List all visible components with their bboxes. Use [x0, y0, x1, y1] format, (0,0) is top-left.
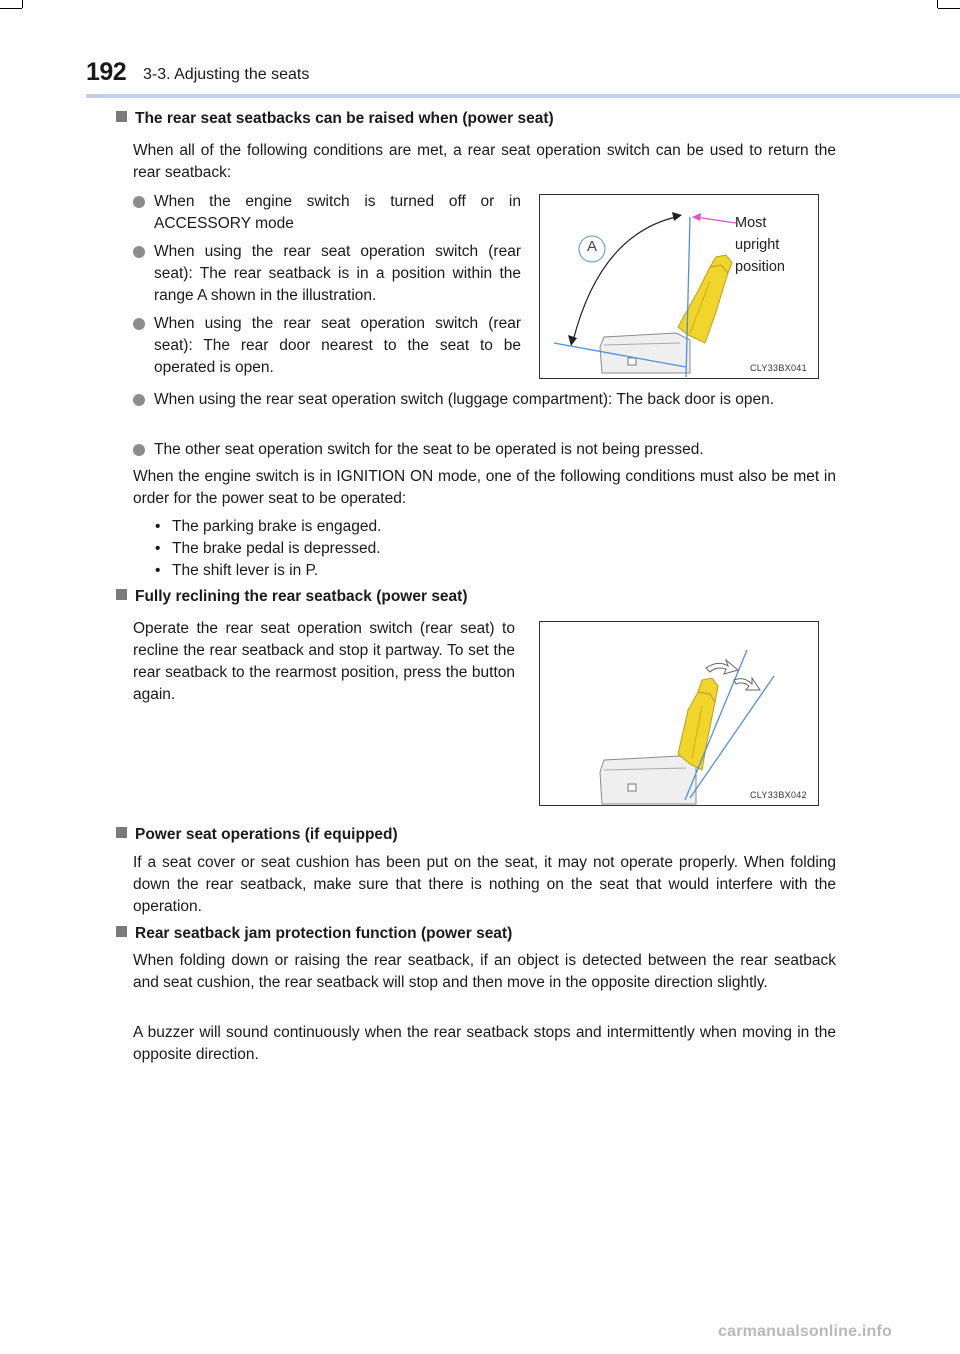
round-bullet-icon — [133, 246, 145, 258]
heading-fully-reclining — [116, 588, 468, 606]
crop-mark-right-horizontal — [938, 8, 960, 9]
condition-item — [155, 538, 381, 560]
figure-code: CLY33BX041 — [750, 363, 807, 373]
dot-mark: • — [155, 518, 161, 535]
figure-recline — [539, 621, 819, 806]
list-item — [133, 389, 842, 411]
round-bullet-icon — [133, 318, 145, 330]
note-line: upright — [735, 237, 780, 253]
square-bullet-icon — [116, 589, 127, 600]
list-item — [133, 241, 521, 307]
condition-item — [155, 560, 318, 582]
list-item — [133, 313, 521, 379]
page-number: 192 — [86, 58, 127, 86]
list-item-text: When using the rear seat operation switch (luggage compartment): The back door is open. — [154, 391, 775, 408]
round-bullet-icon — [133, 394, 145, 406]
s1-intro: When all of the following conditions are met, a rear seat operation switch can be used to return the rear seatback: — [133, 142, 836, 181]
list-item — [133, 439, 842, 461]
dot-mark: • — [155, 540, 161, 557]
s4-text-1: When folding down or raising the rear seatback, if an object is detected between the rear seatback and seat cushion, the rear seatback will stop and then move in the opposite direction slightly. — [133, 952, 836, 991]
s2-text: Operate the rear seat operation switch (rear seat) to recline the rear seatback and stop it partway. To set the rear seatback to the rearmost position, press the button again. — [133, 620, 515, 703]
heading-power-seat-operations — [116, 826, 398, 844]
crop-mark-left-vertical — [22, 0, 23, 8]
square-bullet-icon — [116, 827, 127, 838]
most-upright-label — [735, 212, 785, 278]
dot-mark: • — [155, 562, 161, 579]
section-title: 3-3. Adjusting the seats — [143, 66, 310, 83]
list-item — [133, 191, 521, 235]
condition-text: The shift lever is in P. — [172, 562, 319, 579]
list-item-text: When using the rear seat operation switch (rear seat): The rear door nearest to the seat to be operated is open. — [154, 315, 521, 376]
ignition-text: When the engine switch is in IGNITION ON mode, one of the following conditions must also be met in order for the power seat to be operated: — [133, 468, 836, 507]
heading-text: Power seat operations (if equipped) — [135, 826, 398, 843]
crop-mark-right-vertical — [937, 0, 938, 8]
condition-item — [155, 516, 381, 538]
note-line: Most — [735, 215, 767, 231]
figure-seatback-range — [539, 194, 819, 379]
heading-jam-protection — [116, 925, 512, 943]
list-item-text: When the engine switch is turned off or in ACCESSORY mode — [154, 193, 521, 232]
condition-text: The parking brake is engaged. — [172, 518, 382, 535]
note-line: position — [735, 259, 785, 275]
header-rule — [86, 94, 960, 98]
heading-text: Fully reclining the rear seatback (power seat) — [135, 588, 468, 605]
round-bullet-icon — [133, 444, 145, 456]
seat-illustration-2 — [540, 622, 818, 805]
list-item-text: The other seat operation switch for the seat to be operated is not being pressed. — [154, 441, 704, 458]
round-bullet-icon — [133, 196, 145, 208]
crop-mark-left-horizontal — [0, 8, 22, 9]
heading-text: The rear seat seatbacks can be raised when (power seat) — [135, 110, 554, 127]
figure-code: CLY33BX042 — [750, 790, 807, 800]
condition-text: The brake pedal is depressed. — [172, 540, 381, 557]
watermark: carmanualsonline.info — [718, 1323, 893, 1340]
square-bullet-icon — [116, 111, 127, 122]
list-item-text: When using the rear seat operation switch (rear seat): The rear seatback is in a position within the range A shown in the illustration. — [154, 243, 521, 304]
s3-text: If a seat cover or seat cushion has been put on the seat, it may not operate properly. When folding down the rear seatback, make sure that there is nothing on the seat that would interfere with the operation. — [133, 854, 836, 915]
heading-rear-seatbacks-raised — [116, 110, 554, 128]
square-bullet-icon — [116, 926, 127, 937]
s4-text-2: A buzzer will sound continuously when the rear seatback stops and intermittently when moving in the opposite direction. — [133, 1024, 836, 1063]
heading-text: Rear seatback jam protection function (power seat) — [135, 925, 513, 942]
range-label: A — [587, 238, 598, 255]
